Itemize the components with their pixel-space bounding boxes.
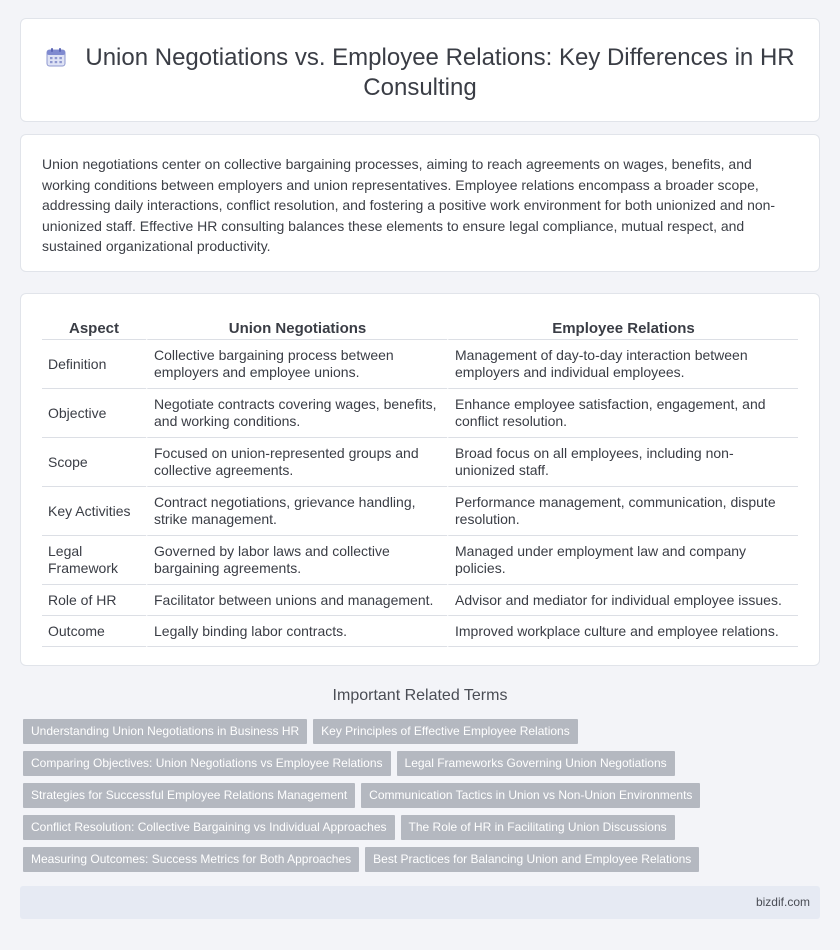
comparison-table bbox=[42, 312, 798, 647]
related-term-tag[interactable]: Strategies for Successful Employee Relations Management bbox=[23, 783, 355, 808]
related-term-tag[interactable]: Communication Tactics in Union vs Non-Union Environments bbox=[361, 783, 700, 808]
cell-union: Focused on union-represented groups and collective agreements. bbox=[146, 438, 447, 487]
page-title: Union Negotiations vs. Employee Relations: Key Differences in HR Consulting bbox=[85, 44, 795, 101]
cell-employee: Managed under employment law and company policies. bbox=[447, 536, 798, 585]
intro-card bbox=[20, 134, 820, 272]
cell-union: Legally binding labor contracts. bbox=[146, 616, 447, 647]
cell-employee: Management of day-to-day interaction between employers and individual employees. bbox=[447, 340, 798, 389]
tag-row bbox=[23, 847, 713, 879]
related-term-tag[interactable]: Measuring Outcomes: Success Metrics for Both Approaches bbox=[23, 847, 359, 872]
footer bbox=[20, 886, 820, 919]
table-row bbox=[42, 438, 798, 487]
table-row bbox=[42, 389, 798, 438]
footer-site-link[interactable]: bizdif.com bbox=[755, 895, 810, 909]
tag-row bbox=[23, 719, 713, 751]
intro-paragraph: Union negotiations center on collective bargaining processes, aiming to reach agreements on wages, benefits, and working conditions between employers and union representatives. Employee relations encompass a broader scope, addressing daily interactions, conflict resolution, and fostering a positive work environment for both unionized and non-unionized staff. Effective HR consulting balances these elements to ensure legal compliance, mutual respect, and sustained organizational productivity. bbox=[42, 156, 776, 254]
related-term-tag[interactable]: Understanding Union Negotiations in Business HR bbox=[23, 719, 307, 744]
table-row bbox=[42, 487, 798, 536]
header-card bbox=[20, 18, 820, 122]
header-aspect: Aspect bbox=[42, 312, 146, 340]
cell-union: Contract negotiations, grievance handling, strike management. bbox=[146, 487, 447, 536]
cell-employee: Performance management, communication, dispute resolution. bbox=[447, 487, 798, 536]
cell-aspect: Objective bbox=[42, 389, 146, 438]
related-term-tag[interactable]: Conflict Resolution: Collective Bargaining vs Individual Approaches bbox=[23, 815, 395, 840]
related-term-tag[interactable]: Best Practices for Balancing Union and Employee Relations bbox=[365, 847, 699, 872]
header-union-negotiations: Union Negotiations bbox=[146, 312, 447, 340]
table-row bbox=[42, 585, 798, 616]
table-header-row bbox=[42, 312, 798, 340]
cell-aspect: Key Activities bbox=[42, 487, 146, 536]
calendar-icon bbox=[45, 46, 67, 68]
cell-union: Governed by labor laws and collective bargaining agreements. bbox=[146, 536, 447, 585]
table-row bbox=[42, 536, 798, 585]
tag-row bbox=[23, 783, 713, 815]
cell-employee: Broad focus on all employees, including non-unionized staff. bbox=[447, 438, 798, 487]
cell-aspect: Outcome bbox=[42, 616, 146, 647]
cell-aspect: Legal Framework bbox=[42, 536, 146, 585]
cell-aspect: Definition bbox=[42, 340, 146, 389]
tag-row bbox=[23, 751, 713, 783]
table-row bbox=[42, 340, 798, 389]
comparison-card bbox=[20, 293, 820, 666]
cell-aspect: Role of HR bbox=[42, 585, 146, 616]
header-employee-relations: Employee Relations bbox=[447, 312, 798, 340]
cell-aspect: Scope bbox=[42, 438, 146, 487]
page-title-wrap bbox=[21, 43, 819, 103]
cell-union: Negotiate contracts covering wages, benefits, and working conditions. bbox=[146, 389, 447, 438]
cell-union: Facilitator between unions and management. bbox=[146, 585, 447, 616]
related-terms-title: Important Related Terms bbox=[332, 687, 508, 704]
cell-employee: Improved workplace culture and employee relations. bbox=[447, 616, 798, 647]
related-term-tag[interactable]: The Role of HR in Facilitating Union Discussions bbox=[401, 815, 675, 840]
related-term-tag[interactable]: Legal Frameworks Governing Union Negotiations bbox=[397, 751, 675, 776]
cell-union: Collective bargaining process between employers and employee unions. bbox=[146, 340, 447, 389]
cell-employee: Enhance employee satisfaction, engagement, and conflict resolution. bbox=[447, 389, 798, 438]
cell-employee: Advisor and mediator for individual employee issues. bbox=[447, 585, 798, 616]
tag-row bbox=[23, 815, 713, 847]
table-row bbox=[42, 616, 798, 647]
related-term-tag[interactable]: Comparing Objectives: Union Negotiations vs Employee Relations bbox=[23, 751, 391, 776]
related-terms-list bbox=[23, 719, 713, 879]
related-term-tag[interactable]: Key Principles of Effective Employee Relations bbox=[313, 719, 578, 744]
